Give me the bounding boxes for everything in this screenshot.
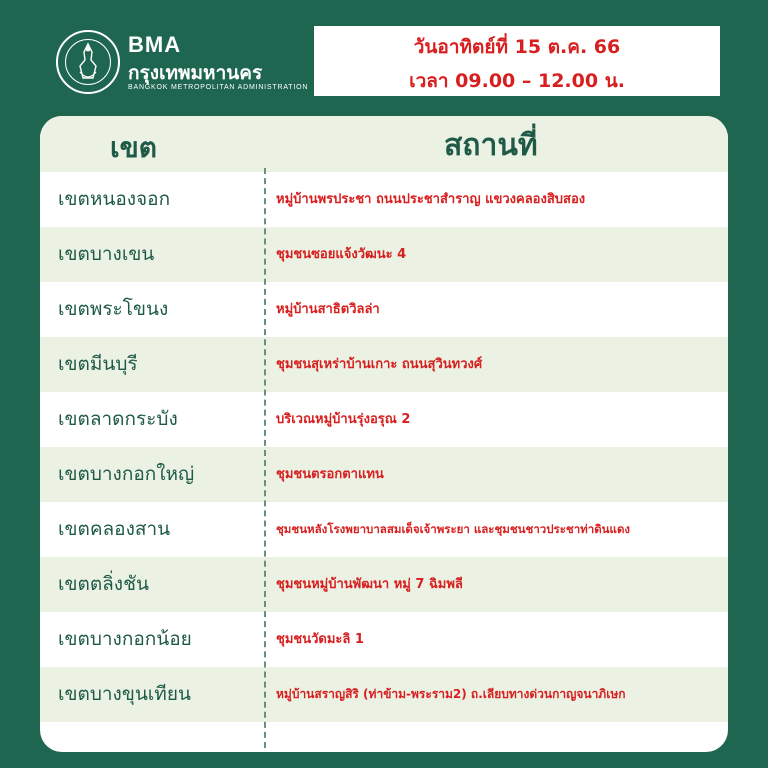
district-cell: เขตบางกอกใหญ่	[58, 463, 195, 485]
date-box	[314, 26, 720, 96]
column-divider	[264, 168, 266, 748]
brand-subtitle: BANGKOK METROPOLITAN ADMINISTRATION	[128, 84, 309, 91]
place-cell: ชุมชนหลังโรงพยาบาลสมเด็จเจ้าพระยา และชุมชนชาวประชาท่าดินแดง	[276, 522, 631, 536]
place-cell: ชุมชนซอยแจ้งวัฒนะ 4	[276, 247, 407, 262]
schedule-table	[40, 116, 728, 752]
header-district: เขต	[110, 131, 157, 164]
brand-name-th: กรุงเทพมหานคร	[128, 62, 263, 84]
table-row	[40, 282, 728, 337]
place-cell: ชุมชนหมู่บ้านพัฒนา หมู่ 7 ฉิมพลี	[276, 577, 463, 592]
district-cell: เขตหนองจอก	[58, 188, 171, 210]
district-cell: เขตมีนบุรี	[58, 353, 138, 375]
district-cell: เขตบางขุนเทียน	[58, 683, 191, 705]
event-date: วันอาทิตย์ที่ 15 ต.ค. 66	[413, 36, 621, 58]
table-body	[40, 172, 728, 722]
table-row	[40, 227, 728, 282]
table-row	[40, 502, 728, 557]
table-row	[40, 447, 728, 502]
bma-seal-icon	[56, 30, 120, 94]
table-row	[40, 667, 728, 722]
bma-logo	[56, 30, 309, 100]
event-time: เวลา 09.00 – 12.00 น.	[409, 70, 625, 92]
table-row	[40, 392, 728, 447]
district-cell: เขตพระโขนง	[58, 298, 169, 320]
place-cell: ชุมชนวัดมะลิ 1	[276, 632, 364, 647]
district-cell: เขตตลิ่งชัน	[58, 573, 149, 595]
brand-name-en: BMA	[128, 32, 182, 57]
table-header	[40, 116, 728, 172]
place-cell: หมู่บ้านพรประชา ถนนประชาสำราญ แขวงคลองสิบสอง	[276, 192, 586, 207]
place-cell: ชุมชนสุเหร่าบ้านเกาะ ถนนสุวินทวงศ์	[276, 357, 483, 372]
header-place: สถานที่	[444, 128, 538, 163]
district-cell: เขตคลองสาน	[58, 518, 171, 540]
district-cell: เขตบางกอกน้อย	[58, 628, 192, 650]
place-cell: บริเวณหมู่บ้านรุ่งอรุณ 2	[276, 412, 411, 427]
place-cell: หมู่บ้านสราญสิริ (ท่าข้าม-พระราม2) ถ.เลียบทางด่วนกาญจนาภิเษก	[276, 687, 626, 701]
table-row	[40, 172, 728, 227]
table-row	[40, 337, 728, 392]
district-cell: เขตลาดกระบัง	[58, 408, 178, 430]
table-row	[40, 612, 728, 667]
table-row	[40, 557, 728, 612]
place-cell: ชุมชนตรอกตาแทน	[276, 467, 384, 482]
district-cell: เขตบางเขน	[58, 243, 155, 265]
place-cell: หมู่บ้านสาธิตวิลล่า	[276, 302, 380, 317]
